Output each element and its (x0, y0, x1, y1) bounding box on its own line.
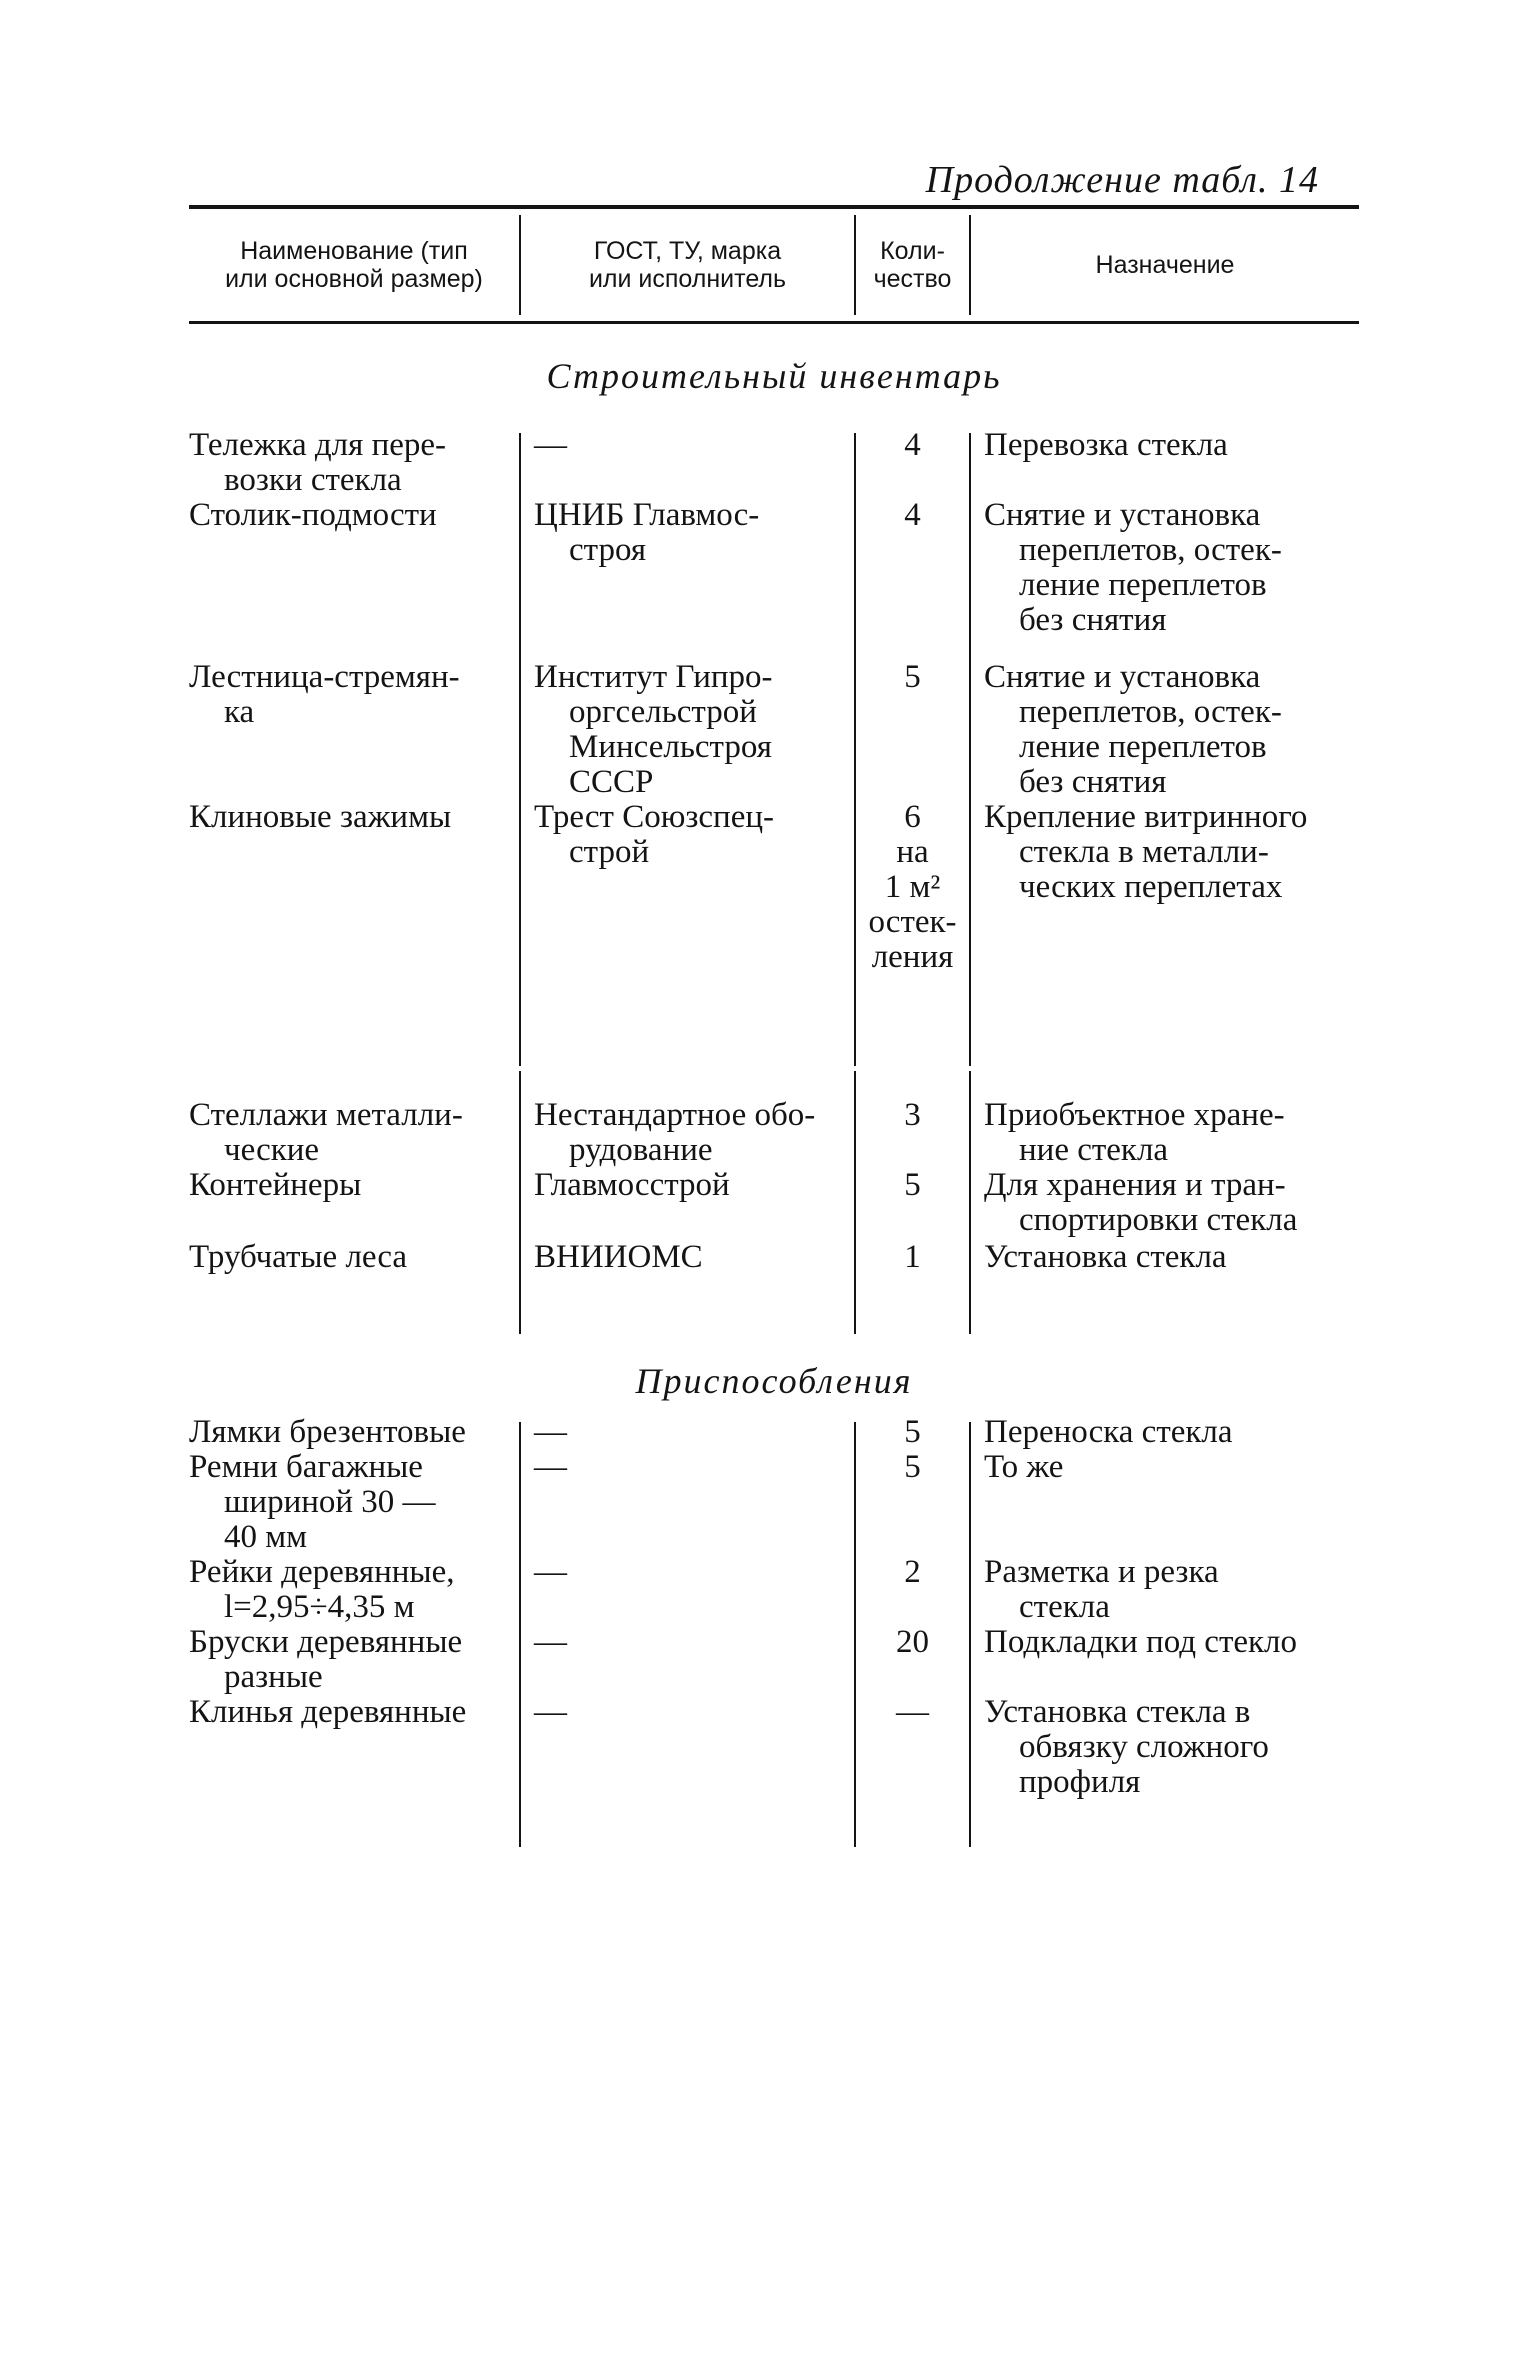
cell-line: Лямки брезентовые (189, 1414, 466, 1450)
cell-line: 5 (904, 1449, 921, 1485)
cell-name (189, 1168, 514, 1203)
cell-name (189, 498, 514, 533)
cell-qty (856, 1240, 969, 1275)
header-gost: ГОСТ, ТУ, марка или исполнитель (588, 237, 787, 293)
cell-name (189, 1695, 514, 1730)
cell-purpose (984, 800, 1359, 905)
cell-line: без снятия (1019, 764, 1167, 800)
cell-purpose (984, 660, 1359, 800)
cell-line: Перевозка стекла (984, 427, 1228, 463)
cell-line: ческие (224, 1132, 320, 1168)
section-title-inventory: Строительный инвентарь (546, 356, 1002, 396)
cell-line: ние стекла (1019, 1132, 1169, 1168)
cell-line: переплетов, остек- (1019, 532, 1282, 568)
cell-line: Трест Союзспец- (534, 799, 774, 835)
cell-line: на (896, 834, 929, 870)
body-divider-2c (854, 1422, 856, 1847)
cell-line: Установка стекла (984, 1239, 1227, 1275)
cell-source (534, 800, 849, 870)
cell-line: Рейки деревянные, (189, 1554, 455, 1590)
cell-name (189, 1415, 514, 1450)
cell-line: Минсельстроя (569, 729, 772, 765)
cell-purpose (984, 498, 1359, 638)
cell-source (534, 428, 849, 463)
cell-line: ление переплетов (1019, 567, 1267, 603)
cell-line: СССР (569, 764, 654, 800)
cell-qty (856, 1098, 969, 1133)
cell-line: 4 (904, 427, 921, 463)
body-divider-3c (969, 1422, 971, 1847)
cell-qty (856, 1450, 969, 1485)
section-title-devices: Приспособления (635, 1361, 913, 1401)
cell-purpose (984, 1625, 1359, 1660)
cell-line: переплетов, остек- (1019, 694, 1282, 730)
cell-purpose (984, 1415, 1359, 1450)
cell-purpose (984, 428, 1359, 463)
body-divider-3a (969, 433, 971, 1066)
cell-line: Переноска стекла (984, 1414, 1233, 1450)
cell-qty (856, 1625, 969, 1660)
cell-line: 3 (904, 1097, 921, 1133)
cell-line: стекла (1019, 1589, 1110, 1625)
cell-source (534, 498, 849, 568)
cell-line: 5 (904, 659, 921, 695)
cell-line: Лестница-стремян- (189, 659, 460, 695)
cell-line: возки стекла (224, 462, 402, 498)
cell-line: стекла в металли- (1019, 834, 1269, 870)
cell-name (189, 660, 514, 730)
cell-line: 1 м² (884, 869, 941, 905)
cell-line: 40 мм (224, 1519, 308, 1555)
top-rule (189, 205, 1359, 209)
body-divider-1b (519, 1071, 521, 1334)
cell-qty (856, 1555, 969, 1590)
cell-line: Стеллажи металли- (189, 1097, 463, 1133)
cell-source (534, 1168, 849, 1203)
cell-line: Разметка и резка (984, 1554, 1219, 1590)
cell-source (534, 1098, 849, 1168)
cell-line: ЦНИБ Главмос- (534, 497, 760, 533)
cell-line: — (534, 1694, 567, 1730)
cell-line: 20 (896, 1624, 929, 1660)
cell-name (189, 1098, 514, 1168)
cell-line: ческих переплетах (1019, 869, 1283, 905)
cell-source (534, 1240, 849, 1275)
cell-name (189, 1450, 514, 1555)
cell-line: Тележка для пере- (189, 427, 447, 463)
body-divider-2b (854, 1071, 856, 1334)
cell-line: — (534, 1449, 567, 1485)
cell-line: Бруски деревянные (189, 1624, 463, 1660)
cell-qty (856, 428, 969, 463)
cell-name (189, 1555, 514, 1625)
header-bottom-rule (189, 321, 1359, 324)
cell-name (189, 800, 514, 835)
cell-line: шириной 30 — (224, 1484, 436, 1520)
cell-line: Снятие и установка (984, 659, 1261, 695)
cell-line: Установка стекла в (984, 1694, 1251, 1730)
body-divider-1c (519, 1422, 521, 1847)
cell-line: То же (984, 1449, 1064, 1485)
cell-line: Нестандартное обо- (534, 1097, 816, 1133)
cell-source (534, 1415, 849, 1450)
cell-line: ка (224, 694, 255, 730)
cell-line: ление переплетов (1019, 729, 1267, 765)
cell-qty (856, 800, 969, 975)
cell-source (534, 660, 849, 800)
cell-qty (856, 1168, 969, 1203)
cell-line: 2 (904, 1554, 921, 1590)
cell-line: Институт Гипро- (534, 659, 773, 695)
cell-name (189, 1625, 514, 1695)
cell-line: строя (569, 532, 647, 568)
cell-line: обвязку сложного (1019, 1729, 1269, 1765)
header-name: Наименование (тип или основной размер) (225, 237, 483, 293)
cell-purpose (984, 1450, 1359, 1485)
cell-qty (856, 1415, 969, 1450)
cell-line: Приобъектное хране- (984, 1097, 1285, 1133)
cell-line: строй (569, 834, 650, 870)
header-qty: Коли- чество (873, 237, 952, 293)
cell-line: 5 (904, 1414, 921, 1450)
cell-line: без снятия (1019, 602, 1167, 638)
cell-purpose (984, 1695, 1359, 1800)
cell-name (189, 428, 514, 498)
cell-qty (856, 1695, 969, 1730)
cell-line: 5 (904, 1167, 921, 1203)
cell-line: спортировки стекла (1019, 1202, 1298, 1238)
cell-purpose (984, 1168, 1359, 1238)
cell-line: Подкладки под стекло (984, 1624, 1298, 1660)
cell-line: 6 (904, 799, 921, 835)
cell-line: ления (871, 939, 954, 975)
cell-line: Контейнеры (189, 1167, 362, 1203)
cell-purpose (984, 1240, 1359, 1275)
table-caption: Продолжение табл. 14 (925, 159, 1319, 201)
cell-line: остек- (868, 904, 957, 940)
cell-line: Снятие и установка (984, 497, 1261, 533)
cell-line: 1 (904, 1239, 921, 1275)
cell-purpose (984, 1098, 1359, 1168)
cell-line: Ремни багажные (189, 1449, 423, 1485)
cell-line: — (896, 1694, 929, 1730)
cell-line: — (534, 427, 567, 463)
table-page (189, 0, 1359, 2362)
cell-name (189, 1240, 514, 1275)
body-divider-2a (854, 433, 856, 1066)
cell-line: профиля (1019, 1764, 1141, 1800)
cell-source (534, 1695, 849, 1730)
body-divider-3b (969, 1071, 971, 1334)
cell-line: рудование (569, 1132, 713, 1168)
cell-line: разные (224, 1659, 323, 1695)
cell-qty (856, 660, 969, 695)
header-purpose: Назначение (1095, 251, 1235, 279)
cell-line: l=2,95÷4,35 м (224, 1589, 415, 1625)
cell-line: 4 (904, 497, 921, 533)
cell-line: Крепление витринного (984, 799, 1308, 835)
cell-line: — (534, 1624, 567, 1660)
cell-line: Клинья деревянные (189, 1694, 467, 1730)
cell-line: Трубчатые леса (189, 1239, 408, 1275)
cell-source (534, 1450, 849, 1485)
cell-line: — (534, 1554, 567, 1590)
body-divider-1a (519, 433, 521, 1066)
cell-line: — (534, 1414, 567, 1450)
cell-line: Столик-подмости (189, 497, 437, 533)
cell-purpose (984, 1555, 1359, 1625)
cell-line: оргсельстрой (569, 694, 757, 730)
cell-line: Для хранения и тран- (984, 1167, 1286, 1203)
cell-line: ВНИИОМС (534, 1239, 703, 1275)
cell-source (534, 1555, 849, 1590)
cell-source (534, 1625, 849, 1660)
cell-qty (856, 498, 969, 533)
cell-line: Клиновые зажимы (189, 799, 452, 835)
cell-line: Главмосстрой (534, 1167, 730, 1203)
